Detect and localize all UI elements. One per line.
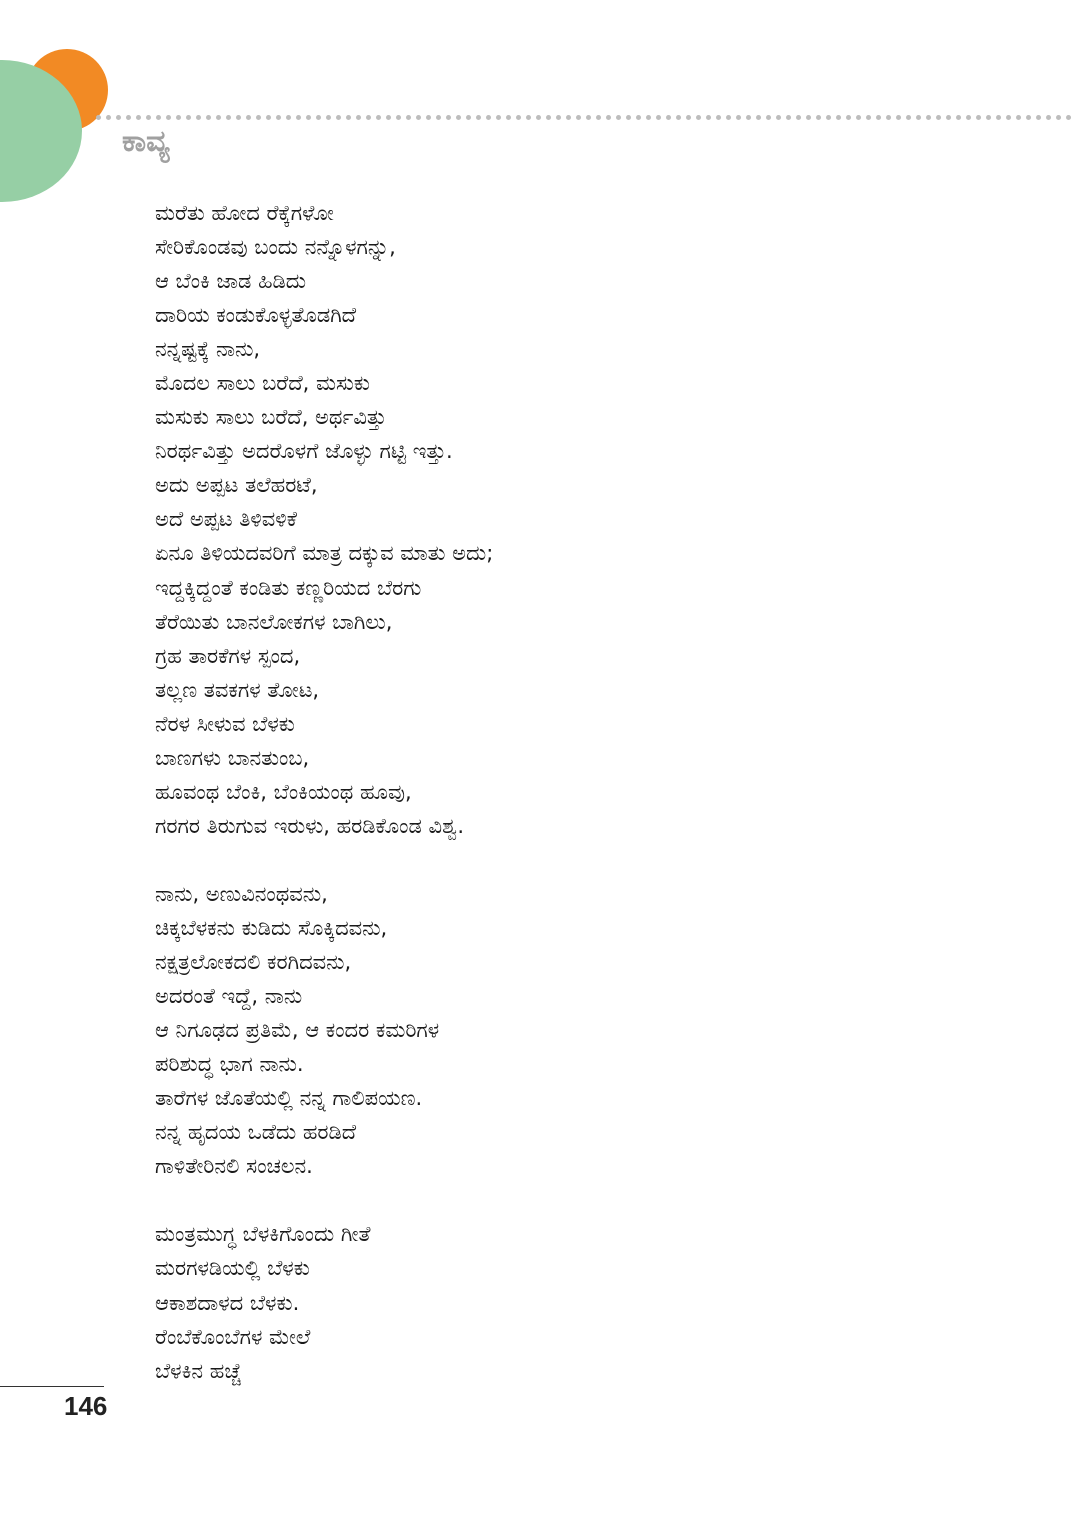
poem-line: ಬಾಣಗಳು ಬಾನತುಂಬ, [155,745,310,770]
poem-line: ನಿರರ್ಥವಿತ್ತು ಅದರೊಳಗೆ ಜೊಳ್ಳು ಗಟ್ಟಿ ಇತ್ತು. [155,439,453,464]
poem-line: ನೆರಳ ಸೀಳುವ ಬೆಳಕು [155,711,295,736]
stanza-break [155,1183,1015,1217]
poem-line: ಹೂವಂಥ ಬೆಂಕಿ, ಬೆಂಕಿಯಂಥ ಹೂವು, [155,779,412,804]
poem-line: ನನ್ನಷ್ಟಕ್ಕೆ ನಾನು, [155,337,261,362]
poem-line: ರೆಂಬೆಕೊಂಬೆಗಳ ಮೇಲೆ [155,1324,311,1349]
poem-body [155,196,1015,1388]
poem-line: ನಾನು, ಅಣುವಿನಂಥವನು, [155,881,328,906]
poem-line: ತಾರೆಗಳ ಜೊತೆಯಲ್ಲಿ ನನ್ನ ಗಾಲಿಪಯಣ. [155,1086,423,1111]
poem-line: ಅದು ಅಪ್ಪಟ ತಲೆಹರಟೆ, [155,473,318,498]
poem-line: ಮಸುಕು ಸಾಲು ಬರೆದೆ, ಅರ್ಥವಿತ್ತು [155,405,387,430]
poem-line: ಚಿಕ್ಕಬೆಳಕನು ಕುಡಿದು ಸೊಕ್ಕಿದವನು, [155,915,388,940]
poem-line: ಮೊದಲ ಸಾಲು ಬರೆದೆ, ಮಸುಕು [155,371,370,396]
poem-line: ಆಕಾಶದಾಳದ ಬೆಳಕು. [155,1290,300,1315]
poem-line: ಮರಗಳಡಿಯಲ್ಲಿ ಬೆಳಕು [155,1256,310,1281]
poem-line: ಪರಿಶುದ್ಧ ಭಾಗ ನಾನು. [155,1052,304,1077]
poem-line: ದಾರಿಯ ಕಂಡುಕೊಳ್ಳತೊಡಗಿದೆ [155,303,357,328]
poem-line: ಗರಗರ ತಿರುಗುವ ಇರುಳು, ಹರಡಿಕೊಂಡ ವಿಶ್ವ. [155,813,465,838]
poem-line: ಬೆಳಕಿನ ಹಚ್ಚೆ [155,1358,242,1383]
poem-line: ಏನೂ ತಿಳಿಯದವರಿಗೆ ಮಾತ್ರ ದಕ್ಕುವ ಮಾತು ಅದು; [155,541,494,566]
poem-line: ಸೇರಿಕೊಂಡವು ಬಂದು ನನ್ನೊಳಗನ್ನು, [155,235,396,260]
poem-stanza-3 [155,1217,1015,1387]
poem-line: ಅದೆ ಅಪ್ಪಟ ತಿಳಿವಳಿಕೆ [155,507,298,532]
poem-line: ಆ ನಿಗೂಢದ ಪ್ರತಿಮೆ, ಆ ಕಂದರ ಕಮರಿಗಳ [155,1018,440,1043]
page-number: 146 [64,1391,108,1421]
poem-stanza-2 [155,877,1015,1183]
poem-line: ತೆರೆಯಿತು ಬಾನಲೋಕಗಳ ಬಾಗಿಲು, [155,609,393,634]
poem-line: ಅದರಂತೆ ಇದ್ದೆ, ನಾನು [155,984,303,1009]
stanza-break [155,843,1015,877]
poem-line: ನನ್ನ ಹೃದಯ ಒಡೆದು ಹರಡಿದೆ [155,1120,357,1145]
header-dotted-rule [96,115,1072,120]
poem-line: ಆ ಬೆಂಕಿ ಜಾಡ ಹಿಡಿದು [155,269,307,294]
poem-stanza-1 [155,196,1015,843]
poem-line: ಗಾಳಿತೇರಿನಲಿ ಸಂಚಲನ. [155,1154,313,1179]
section-title: ಕಾವ್ಯ [122,124,170,159]
poem-line: ಮಂತ್ರಮುಗ್ಧ ಬೆಳಕಿಗೊಂದು ಗೀತೆ [155,1222,371,1247]
footer-rule [0,1386,104,1387]
poem-line: ಮರೆತು ಹೋದ ರೆಕ್ಕೆಗಳೋ [155,201,334,225]
poem-line: ಇದ್ದಕ್ಕಿದ್ದಂತೆ ಕಂಡಿತು ಕಣ್ಣರಿಯದ ಬೆರಗು [155,575,422,600]
poem-line: ಗ್ರಹ ತಾರಕೆಗಳ ಸ್ಪಂದ, [155,643,301,668]
poem-line: ತಲ್ಲಣ ತವಕಗಳ ತೋಟ, [155,677,320,702]
poem-line: ನಕ್ಷತ್ರಲೋಕದಲಿ ಕರಗಿದವನು, [155,950,352,975]
